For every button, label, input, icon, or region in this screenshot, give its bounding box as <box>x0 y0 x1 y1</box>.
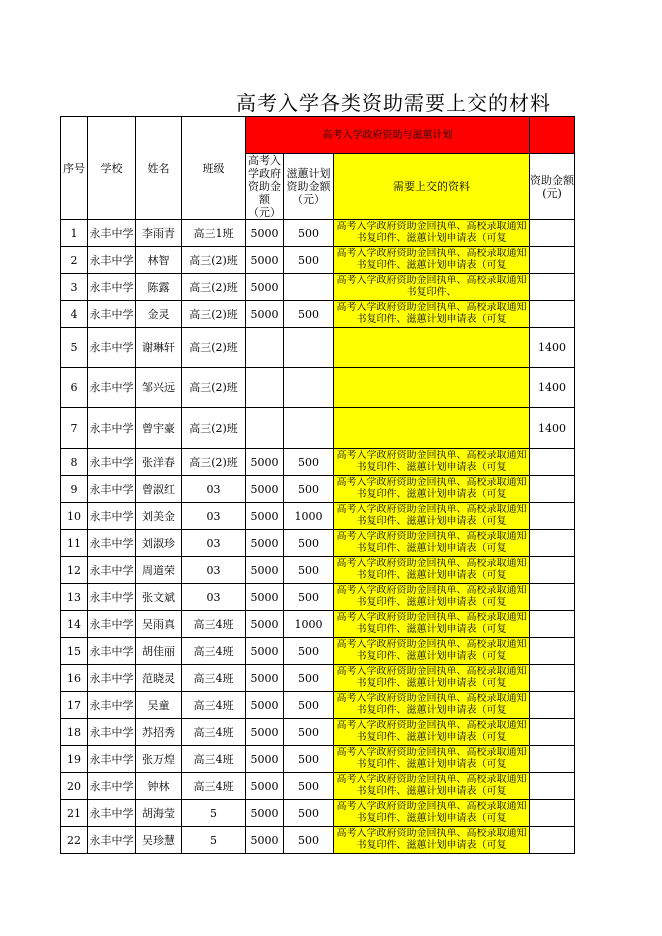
cell-aid-amount <box>530 247 575 274</box>
cell-seq: 11 <box>61 530 88 557</box>
cell-school: 永丰中学 <box>88 328 136 368</box>
cell-school: 永丰中学 <box>88 746 136 773</box>
table-row <box>61 773 575 800</box>
cell-zihui-amount <box>284 274 334 301</box>
header-red-cell <box>530 117 575 154</box>
cell-aid-amount <box>530 638 575 665</box>
cell-school: 永丰中学 <box>88 584 136 611</box>
cell-zihui-amount <box>284 368 334 408</box>
materials-text: 高考入学政府资助金回执单、高校录取通知书复印件、滋蕙计划申请表（可复 <box>336 504 527 527</box>
cell-materials <box>334 274 530 301</box>
materials-text: 高考入学政府资助金回执单、高校录取通知书复印件、滋蕙计划申请表（可复 <box>336 774 527 797</box>
materials-text <box>336 336 527 360</box>
cell-gov-amount: 5000 <box>246 557 284 584</box>
cell-school: 永丰中学 <box>88 611 136 638</box>
cell-seq: 8 <box>61 449 88 476</box>
cell-school: 永丰中学 <box>88 827 136 854</box>
cell-gov-amount: 5000 <box>246 274 284 301</box>
cell-aid-amount <box>530 584 575 611</box>
cell-name: 曾宇豪 <box>136 408 182 449</box>
cell-class: 03 <box>182 557 246 584</box>
cell-class: 高三(2)班 <box>182 274 246 301</box>
cell-name: 范晓灵 <box>136 665 182 692</box>
cell-school: 永丰中学 <box>88 220 136 247</box>
cell-gov-amount <box>246 368 284 408</box>
table-row <box>61 503 575 530</box>
cell-school: 永丰中学 <box>88 557 136 584</box>
cell-seq: 1 <box>61 220 88 247</box>
cell-aid-amount <box>530 301 575 328</box>
materials-text: 高考入学政府资助金回执单、高校录取通知书复印件、滋蕙计划申请表（可复 <box>336 639 527 662</box>
materials-table <box>60 116 575 854</box>
cell-school: 永丰中学 <box>88 638 136 665</box>
cell-gov-amount: 5000 <box>246 301 284 328</box>
cell-gov-amount: 5000 <box>246 503 284 530</box>
cell-seq: 2 <box>61 247 88 274</box>
cell-name: 苏招秀 <box>136 719 182 746</box>
materials-text: 高考入学政府资助金回执单、高校录取通知书复印件、滋蕙计划申请表（可复 <box>336 558 527 581</box>
cell-gov-amount: 5000 <box>246 665 284 692</box>
table-row <box>61 746 575 773</box>
page-title: 高考入学各类资助需要上交的材料 <box>236 91 551 115</box>
cell-class: 03 <box>182 584 246 611</box>
materials-text <box>336 376 527 400</box>
cell-class: 5 <box>182 800 246 827</box>
table-row <box>61 408 575 449</box>
cell-name: 刘淑珍 <box>136 530 182 557</box>
table-row <box>61 449 575 476</box>
cell-school: 永丰中学 <box>88 247 136 274</box>
cell-name: 林智 <box>136 247 182 274</box>
cell-school: 永丰中学 <box>88 274 136 301</box>
cell-aid-amount <box>530 530 575 557</box>
cell-aid-amount <box>530 746 575 773</box>
materials-text: 高考入学政府资助金回执单、高校录取通知书复印件、滋蕙计划申请表（可复 <box>336 801 527 824</box>
cell-school: 永丰中学 <box>88 530 136 557</box>
cell-seq: 15 <box>61 638 88 665</box>
cell-class: 高三4班 <box>182 638 246 665</box>
cell-materials <box>334 557 530 584</box>
cell-seq: 17 <box>61 692 88 719</box>
cell-seq: 3 <box>61 274 88 301</box>
table-row <box>61 638 575 665</box>
cell-gov-amount <box>246 328 284 368</box>
header-zihui-amount: 滋蕙计划资助金额（元） <box>284 154 334 220</box>
cell-materials <box>334 301 530 328</box>
cell-gov-amount: 5000 <box>246 449 284 476</box>
cell-zihui-amount: 500 <box>284 584 334 611</box>
cell-materials <box>334 476 530 503</box>
cell-zihui-amount: 500 <box>284 220 334 247</box>
table-row <box>61 476 575 503</box>
cell-name: 张洋春 <box>136 449 182 476</box>
table-row <box>61 220 575 247</box>
cell-school: 永丰中学 <box>88 692 136 719</box>
materials-text: 高考入学政府资助金回执单、高校录取通知书复印件、滋蕙计划申请表（可复 <box>336 302 527 325</box>
materials-text: 高考入学政府资助金回执单、高校录取通知书复印件、滋蕙计划申请表（可复 <box>336 693 527 716</box>
cell-seq: 7 <box>61 408 88 449</box>
cell-class: 高三4班 <box>182 611 246 638</box>
cell-seq: 21 <box>61 800 88 827</box>
table-row <box>61 557 575 584</box>
cell-class: 高三(2)班 <box>182 301 246 328</box>
cell-class: 03 <box>182 530 246 557</box>
cell-school: 永丰中学 <box>88 800 136 827</box>
cell-aid-amount: 1400 <box>530 368 575 408</box>
cell-seq: 5 <box>61 328 88 368</box>
cell-materials <box>334 220 530 247</box>
cell-aid-amount: 1400 <box>530 408 575 449</box>
cell-materials <box>334 408 530 449</box>
cell-gov-amount: 5000 <box>246 827 284 854</box>
cell-gov-amount: 5000 <box>246 800 284 827</box>
cell-zihui-amount: 500 <box>284 827 334 854</box>
cell-aid-amount: 1400 <box>530 328 575 368</box>
header-seq: 序号 <box>61 117 88 220</box>
table-row <box>61 368 575 408</box>
cell-name: 张万煌 <box>136 746 182 773</box>
cell-name: 钟林 <box>136 773 182 800</box>
cell-gov-amount: 5000 <box>246 638 284 665</box>
cell-zihui-amount: 500 <box>284 800 334 827</box>
cell-gov-amount <box>246 408 284 449</box>
cell-zihui-amount: 500 <box>284 449 334 476</box>
cell-zihui-amount: 1000 <box>284 611 334 638</box>
table-row <box>61 719 575 746</box>
table-row <box>61 530 575 557</box>
cell-gov-amount: 5000 <box>246 584 284 611</box>
cell-class: 03 <box>182 503 246 530</box>
cell-materials <box>334 530 530 557</box>
table-row <box>61 665 575 692</box>
cell-class: 高三4班 <box>182 692 246 719</box>
cell-materials <box>334 800 530 827</box>
cell-gov-amount: 5000 <box>246 247 284 274</box>
cell-materials <box>334 827 530 854</box>
cell-gov-amount: 5000 <box>246 692 284 719</box>
materials-text: 高考入学政府资助金回执单、高校录取通知书复印件、滋蕙计划申请表（可复 <box>336 720 527 743</box>
materials-text <box>336 416 527 440</box>
cell-aid-amount <box>530 449 575 476</box>
cell-class: 03 <box>182 476 246 503</box>
cell-school: 永丰中学 <box>88 665 136 692</box>
cell-school: 永丰中学 <box>88 449 136 476</box>
cell-zihui-amount: 500 <box>284 530 334 557</box>
header-group-title: 高考入学政府资助与滋蕙计划 <box>246 117 530 154</box>
cell-gov-amount: 5000 <box>246 719 284 746</box>
cell-aid-amount <box>530 476 575 503</box>
cell-name: 陈露 <box>136 274 182 301</box>
cell-zihui-amount: 500 <box>284 557 334 584</box>
cell-name: 刘美金 <box>136 503 182 530</box>
cell-school: 永丰中学 <box>88 408 136 449</box>
cell-school: 永丰中学 <box>88 503 136 530</box>
table-row <box>61 328 575 368</box>
cell-name: 张文斌 <box>136 584 182 611</box>
cell-name: 曾淑红 <box>136 476 182 503</box>
cell-materials <box>334 611 530 638</box>
cell-materials <box>334 584 530 611</box>
cell-gov-amount: 5000 <box>246 530 284 557</box>
cell-name: 胡佳丽 <box>136 638 182 665</box>
cell-name: 李雨青 <box>136 220 182 247</box>
cell-class: 高三4班 <box>182 665 246 692</box>
cell-seq: 16 <box>61 665 88 692</box>
header-aid-amount: 资助金额(元) <box>530 154 575 220</box>
cell-school: 永丰中学 <box>88 301 136 328</box>
cell-zihui-amount: 500 <box>284 638 334 665</box>
cell-name: 吴珍慧 <box>136 827 182 854</box>
materials-text: 高考入学政府资助金回执单、高校录取通知书复印件、滋蕙计划申请表（可复 <box>336 585 527 608</box>
cell-seq: 14 <box>61 611 88 638</box>
cell-aid-amount <box>530 274 575 301</box>
materials-text: 高考入学政府资助金回执单、高校录取通知书复印件、滋蕙计划申请表（可复 <box>336 666 527 689</box>
cell-materials <box>334 247 530 274</box>
cell-zihui-amount: 500 <box>284 746 334 773</box>
cell-class: 高三1班 <box>182 220 246 247</box>
cell-seq: 20 <box>61 773 88 800</box>
cell-name: 金灵 <box>136 301 182 328</box>
materials-text: 高考入学政府资助金回执单、高校录取通知书复印件、滋蕙计划申请表（可复 <box>336 828 527 851</box>
materials-text: 高考入学政府资助金回执单、高校录取通知书复印件、滋蕙计划申请表（可复 <box>336 248 527 271</box>
cell-aid-amount <box>530 665 575 692</box>
cell-aid-amount <box>530 557 575 584</box>
cell-name: 吴童 <box>136 692 182 719</box>
header-name: 姓名 <box>136 117 182 220</box>
cell-materials <box>334 773 530 800</box>
cell-name: 吴雨真 <box>136 611 182 638</box>
cell-seq: 18 <box>61 719 88 746</box>
cell-aid-amount <box>530 827 575 854</box>
table-row <box>61 800 575 827</box>
cell-school: 永丰中学 <box>88 476 136 503</box>
cell-name: 胡海莹 <box>136 800 182 827</box>
cell-zihui-amount: 500 <box>284 692 334 719</box>
cell-materials <box>334 328 530 368</box>
cell-zihui-amount: 500 <box>284 665 334 692</box>
cell-name: 谢琳轩 <box>136 328 182 368</box>
cell-class: 高三4班 <box>182 746 246 773</box>
header-class: 班级 <box>182 117 246 220</box>
cell-class: 高三4班 <box>182 719 246 746</box>
cell-materials <box>334 665 530 692</box>
cell-seq: 13 <box>61 584 88 611</box>
cell-seq: 6 <box>61 368 88 408</box>
cell-class: 高三(2)班 <box>182 328 246 368</box>
cell-class: 高三(2)班 <box>182 449 246 476</box>
cell-aid-amount <box>530 220 575 247</box>
cell-aid-amount <box>530 773 575 800</box>
cell-zihui-amount <box>284 328 334 368</box>
table-row <box>61 827 575 854</box>
cell-materials <box>334 692 530 719</box>
cell-gov-amount: 5000 <box>246 773 284 800</box>
cell-school: 永丰中学 <box>88 773 136 800</box>
cell-name: 邹兴远 <box>136 368 182 408</box>
table-row <box>61 247 575 274</box>
cell-gov-amount: 5000 <box>246 476 284 503</box>
cell-zihui-amount <box>284 408 334 449</box>
cell-zihui-amount: 1000 <box>284 503 334 530</box>
cell-aid-amount <box>530 800 575 827</box>
materials-text: 高考入学政府资助金回执单、高校录取通知书复印件、滋蕙计划申请表（可复 <box>336 450 527 473</box>
cell-zihui-amount: 500 <box>284 247 334 274</box>
materials-text: 高考入学政府资助金回执单、高校录取通知书复印件、 <box>336 275 527 298</box>
materials-text: 高考入学政府资助金回执单、高校录取通知书复印件、滋蕙计划申请表（可复 <box>336 612 527 635</box>
cell-class: 5 <box>182 827 246 854</box>
cell-aid-amount <box>530 719 575 746</box>
cell-gov-amount: 5000 <box>246 746 284 773</box>
cell-materials <box>334 719 530 746</box>
cell-zihui-amount: 500 <box>284 476 334 503</box>
table-row <box>61 611 575 638</box>
cell-name: 周道荣 <box>136 557 182 584</box>
header-school: 学校 <box>88 117 136 220</box>
header-materials: 需要上交的资料 <box>334 154 530 220</box>
table-row <box>61 274 575 301</box>
cell-gov-amount: 5000 <box>246 220 284 247</box>
cell-seq: 22 <box>61 827 88 854</box>
cell-materials <box>334 638 530 665</box>
materials-text: 高考入学政府资助金回执单、高校录取通知书复印件、滋蕙计划申请表（可复 <box>336 747 527 770</box>
header-gov-amount: 高考入学政府资助金额（元） <box>246 154 284 220</box>
cell-seq: 10 <box>61 503 88 530</box>
cell-class: 高三4班 <box>182 773 246 800</box>
cell-aid-amount <box>530 611 575 638</box>
cell-zihui-amount: 500 <box>284 719 334 746</box>
materials-text: 高考入学政府资助金回执单、高校录取通知书复印件、滋蕙计划申请表（可复 <box>336 531 527 554</box>
cell-class: 高三(2)班 <box>182 408 246 449</box>
cell-gov-amount: 5000 <box>246 611 284 638</box>
cell-materials <box>334 746 530 773</box>
cell-seq: 9 <box>61 476 88 503</box>
table-row <box>61 584 575 611</box>
cell-school: 永丰中学 <box>88 719 136 746</box>
cell-aid-amount <box>530 503 575 530</box>
cell-class: 高三(2)班 <box>182 247 246 274</box>
cell-materials <box>334 368 530 408</box>
cell-seq: 19 <box>61 746 88 773</box>
materials-text: 高考入学政府资助金回执单、高校录取通知书复印件、滋蕙计划申请表（可复 <box>336 477 527 500</box>
materials-text: 高考入学政府资助金回执单、高校录取通知书复印件、滋蕙计划申请表（可复 <box>336 221 527 244</box>
table-row <box>61 692 575 719</box>
table-row <box>61 301 575 328</box>
cell-school: 永丰中学 <box>88 368 136 408</box>
cell-aid-amount <box>530 692 575 719</box>
cell-zihui-amount: 500 <box>284 773 334 800</box>
cell-zihui-amount: 500 <box>284 301 334 328</box>
cell-materials <box>334 449 530 476</box>
cell-seq: 4 <box>61 301 88 328</box>
cell-seq: 12 <box>61 557 88 584</box>
cell-class: 高三(2)班 <box>182 368 246 408</box>
cell-materials <box>334 503 530 530</box>
